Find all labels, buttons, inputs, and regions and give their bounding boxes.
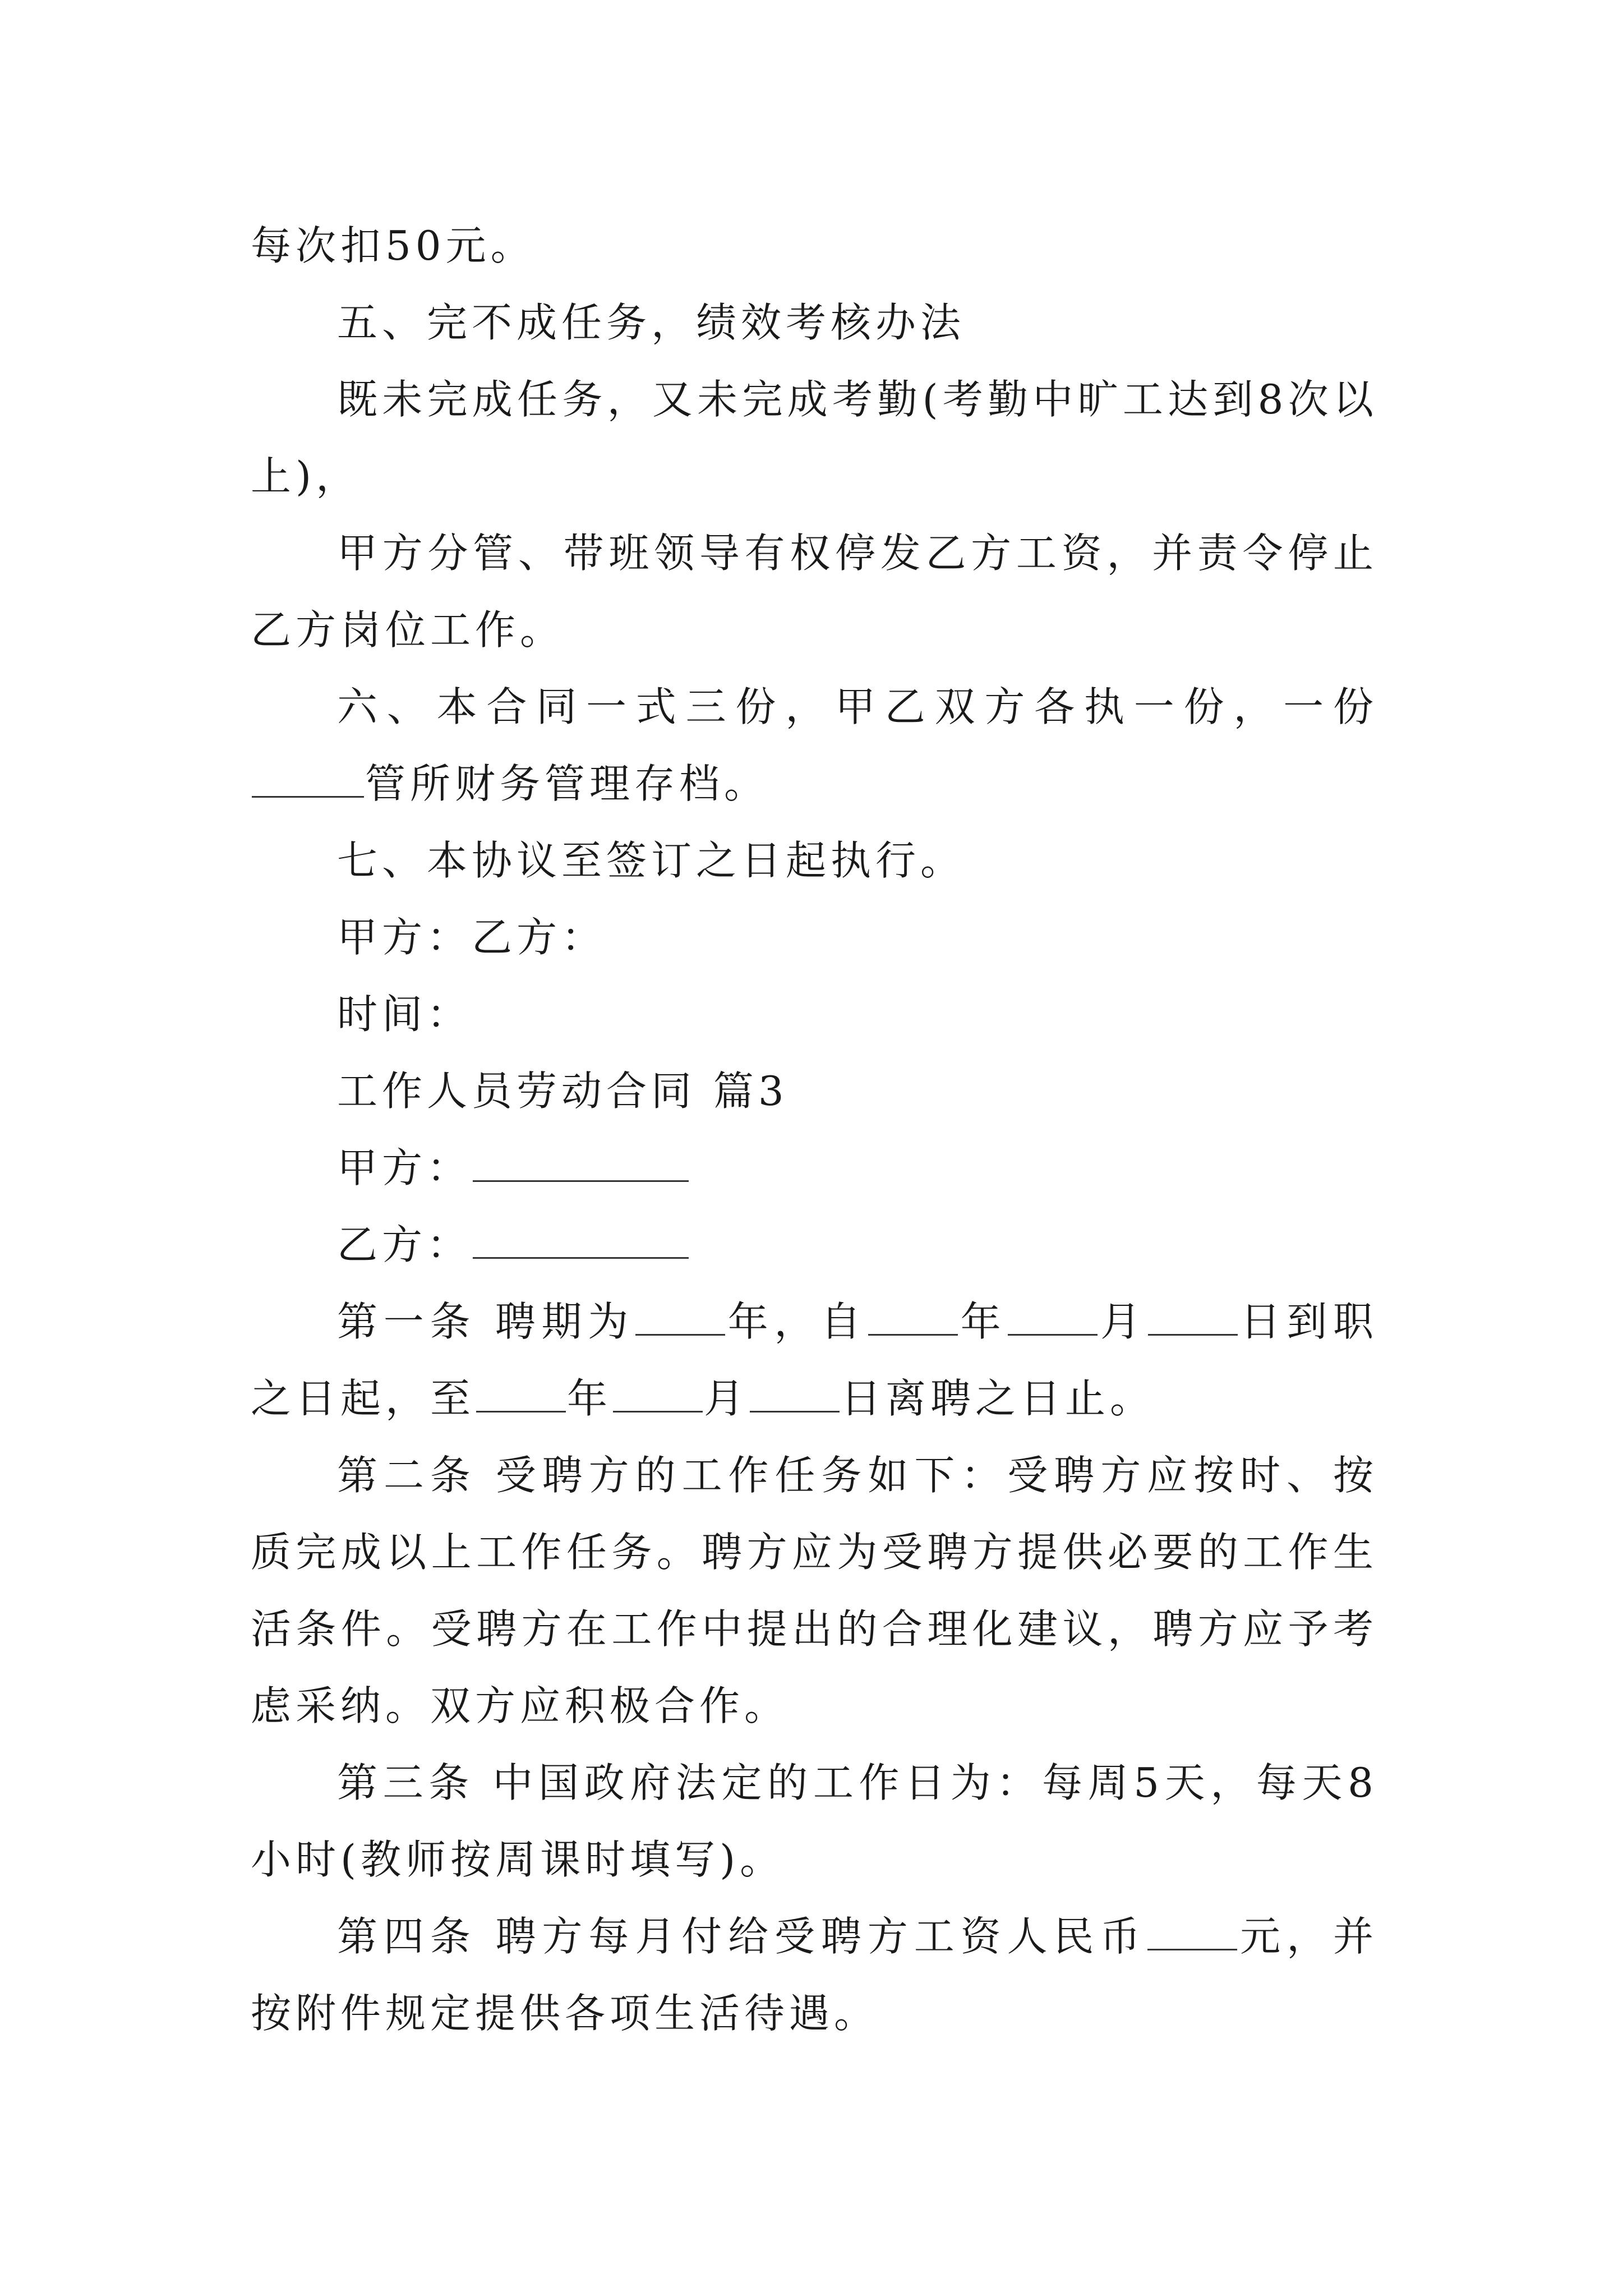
party-a-line: 甲方： [251, 1130, 1378, 1207]
blank-field [750, 1377, 840, 1412]
contract-title: 工作人员劳动合同 篇3 [337, 1068, 789, 1115]
blank-field [868, 1300, 958, 1336]
party-b-line: 乙方： [251, 1207, 1378, 1283]
article-4: 第四条 聘方每月付给受聘方工资人民币 元，并按附件规定提供各项生活待遇。 [251, 1913, 1378, 2037]
blank-field [635, 1300, 725, 1336]
para-section-5-condition: 既未完成任务，又未完成考勤(考勤中旷工达到8次以上)， [251, 376, 1378, 500]
article-1: 第一条 聘期为 年，自 年 月 日到职之日起，至 年 月 日离聘之日止。 [251, 1298, 1378, 1422]
article-3: 第三条 中国政府法定的工作日为：每周5天，每天8小时(教师按周课时填写)。 [251, 1759, 1378, 1883]
blank-field [473, 1147, 689, 1182]
blank-field [1008, 1300, 1098, 1336]
blank-field [1148, 1300, 1238, 1336]
blank-field [252, 762, 364, 798]
para-section-7-effective: 七、本协议至签订之日起执行。 [337, 837, 966, 884]
para-deduction: 每次扣50元。 [251, 222, 536, 269]
para-section-5-heading: 五、完不成任务，绩效考核办法 [337, 299, 966, 346]
blank-field [476, 1377, 566, 1412]
article-2: 第二条 受聘方的工作任务如下：受聘方应按时、按质完成以上工作任务。聘方应为受聘方提供必要的工作生活条件。受聘方在工作中提出的合理化建议，聘方应予考虑采纳。双方应积极合作。 [251, 1452, 1378, 1729]
blank-field [613, 1377, 703, 1412]
blank-field [473, 1223, 689, 1259]
para-section-6-copies: 六、本合同一式三份，甲乙双方各执一份，一份管所财务管理存档。 [251, 669, 1378, 822]
para-section-5-penalty: 甲方分管、带班领导有权停发乙方工资，并责令停止乙方岗位工作。 [251, 530, 1378, 654]
para-party-signatures: 甲方：乙方： [337, 914, 607, 961]
document-page [251, 208, 1378, 2052]
blank-field [1147, 1915, 1237, 1950]
para-sign-time: 时间： [337, 991, 472, 1038]
